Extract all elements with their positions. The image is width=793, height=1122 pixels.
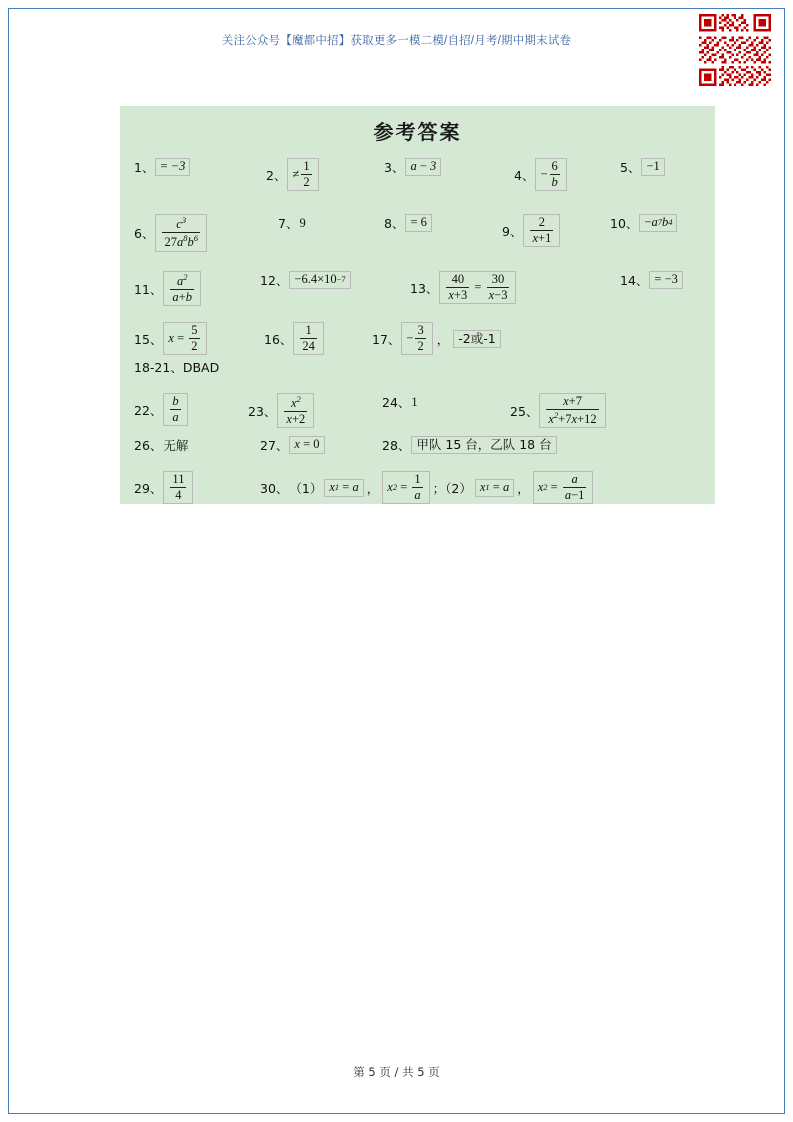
answer-item-29 — [134, 471, 193, 504]
answer-item-26 — [134, 436, 188, 454]
answer-value-13: $\frac{40}{x+3}$ = $\frac{30}{x-3}$ — [439, 271, 516, 304]
answer-item-27 — [260, 436, 325, 454]
answer-item-12 — [260, 271, 351, 289]
answer-number-4: 4、 — [514, 167, 535, 183]
answer-value-11: $\frac{a^2}{a+b}$ — [163, 271, 201, 306]
answer-sheet-panel — [120, 106, 715, 504]
answer-number-2: 2、 — [266, 167, 287, 183]
answer-number-29: 29、 — [134, 480, 163, 496]
answer-number-6: 6、 — [134, 225, 155, 241]
answer-number-22: 22、 — [134, 402, 163, 418]
answer-item-8 — [384, 214, 432, 232]
answer-value-24: 1 — [411, 394, 418, 409]
answer-number-27: 27、 — [260, 438, 289, 453]
answer-number-26: 26、 — [134, 438, 163, 453]
answer-value-30-x2frac: x 2 = $\frac{a}{a-1}$ — [533, 471, 594, 504]
answer-number-3: 3、 — [384, 160, 405, 175]
answer-value-23: $\frac{x^2}{x+2}$ — [277, 393, 314, 428]
answer-number-17: 17、 — [372, 331, 401, 347]
answer-value-10: − a 7 b 4 — [639, 214, 677, 232]
answer-number-28: 28、 — [382, 438, 411, 453]
answer-value-14: = −3 — [649, 271, 682, 289]
answer-sheet-title: 参考答案 — [373, 120, 462, 144]
answer-item-3 — [384, 158, 441, 176]
answer-value-25: $\frac{x+7}{x^2+7x+12}$ — [539, 393, 605, 428]
answer-item-25 — [510, 393, 606, 428]
answer-item-7 — [278, 214, 306, 232]
answer-30-part1-label: （1） — [289, 480, 323, 496]
answer-item-17 — [372, 322, 501, 355]
answer-value-22: $\frac{b}{a}$ — [163, 393, 187, 426]
qr-code-icon — [699, 14, 771, 86]
answer-number-12: 12、 — [260, 273, 289, 288]
answer-item-16 — [264, 322, 324, 355]
answer-item-5 — [620, 158, 665, 176]
header-promo-text: 关注公众号【魔都中招】获取更多一模二模/自招/月考/期中期末试卷 — [221, 35, 572, 47]
answer-value-26: 无解 — [163, 438, 189, 453]
answer-value-29: $\frac{11}{4}$ — [163, 471, 193, 504]
answer-value-28: 甲队 15 台，乙队 18 台 — [411, 436, 556, 454]
page-footer — [0, 1064, 793, 1080]
answer-value-5: −1 — [641, 158, 664, 176]
answer-number-10: 10、 — [610, 216, 639, 231]
answer-value-17-second: -2或-1 — [453, 330, 500, 348]
answer-item-4 — [514, 158, 567, 191]
answer-item-18-21 — [134, 358, 219, 376]
answer-item-24 — [382, 393, 418, 411]
answer-number-25: 25、 — [510, 403, 539, 419]
answer-value-4: − $\frac{6}{b}$ — [535, 158, 566, 191]
answer-item-30 — [260, 471, 593, 504]
answer-item-15 — [134, 322, 207, 355]
answer-number-14: 14、 — [620, 273, 649, 288]
answer-number-30: 30、 — [260, 480, 289, 496]
answer-number-13: 13、 — [410, 280, 439, 296]
answer-value-17-first: − $\frac{3}{2}$ — [401, 322, 432, 355]
answer-number-24: 24、 — [382, 395, 411, 410]
answer-item-28 — [382, 436, 557, 454]
answer-number-9: 9、 — [502, 223, 523, 239]
answer-number-16: 16、 — [264, 331, 293, 347]
answer-30-comma: ， — [366, 480, 380, 496]
answer-item-14 — [620, 271, 683, 289]
answer-value-15: x = $\frac{5}{2}$ — [163, 322, 206, 355]
answer-value-6: $\frac{c^3}{27a^8b^6}$ — [155, 214, 207, 252]
answer-item-2 — [266, 158, 319, 191]
answer-item-6 — [134, 214, 207, 252]
answer-30-semicolon: ；（2） — [432, 480, 472, 496]
answer-item-22 — [134, 393, 188, 426]
answer-item-11 — [134, 271, 201, 306]
answer-number-7: 7、 — [278, 216, 299, 231]
answer-value-3: a − 3 — [405, 158, 441, 176]
answer-value-30-x1a-2: x 1 = a — [475, 479, 514, 497]
answer-value-18-21: 18-21、DBAD — [134, 360, 220, 375]
answer-item-9 — [502, 214, 560, 247]
answer-value-8: = 6 — [405, 214, 431, 232]
answer-value-16: $\frac{1}{24}$ — [293, 322, 324, 355]
answer-item-1 — [134, 158, 190, 176]
answer-17-comma: ， — [436, 331, 450, 347]
answer-number-5: 5、 — [620, 160, 641, 175]
answer-number-15: 15、 — [134, 331, 163, 347]
answer-30-comma-2: ， — [517, 480, 530, 496]
answer-number-8: 8、 — [384, 216, 405, 231]
answer-number-11: 11、 — [134, 281, 163, 297]
answer-value-2: ≠ $\frac{1}{2}$ — [287, 158, 318, 191]
answer-number-23: 23、 — [248, 403, 277, 419]
answer-number-1: 1、 — [134, 160, 155, 175]
answer-value-12: −6.4×10 −7 — [289, 271, 350, 289]
page-number-text: 第 5 页 / 共 5 页 — [353, 1065, 440, 1079]
answer-item-10 — [610, 214, 677, 232]
answer-item-13 — [410, 271, 516, 304]
answer-value-30-x2inv: x 2 = $\frac{1}{a}$ — [382, 471, 429, 504]
answer-item-23 — [248, 393, 314, 428]
answer-value-1: = −3 — [155, 158, 190, 176]
answer-value-7: 9 — [299, 215, 306, 230]
answer-value-30-x1a: x 1 = a — [324, 479, 363, 497]
answer-value-9: $\frac{2}{x+1}$ — [523, 214, 560, 247]
answer-value-27: x = 0 — [289, 436, 324, 454]
